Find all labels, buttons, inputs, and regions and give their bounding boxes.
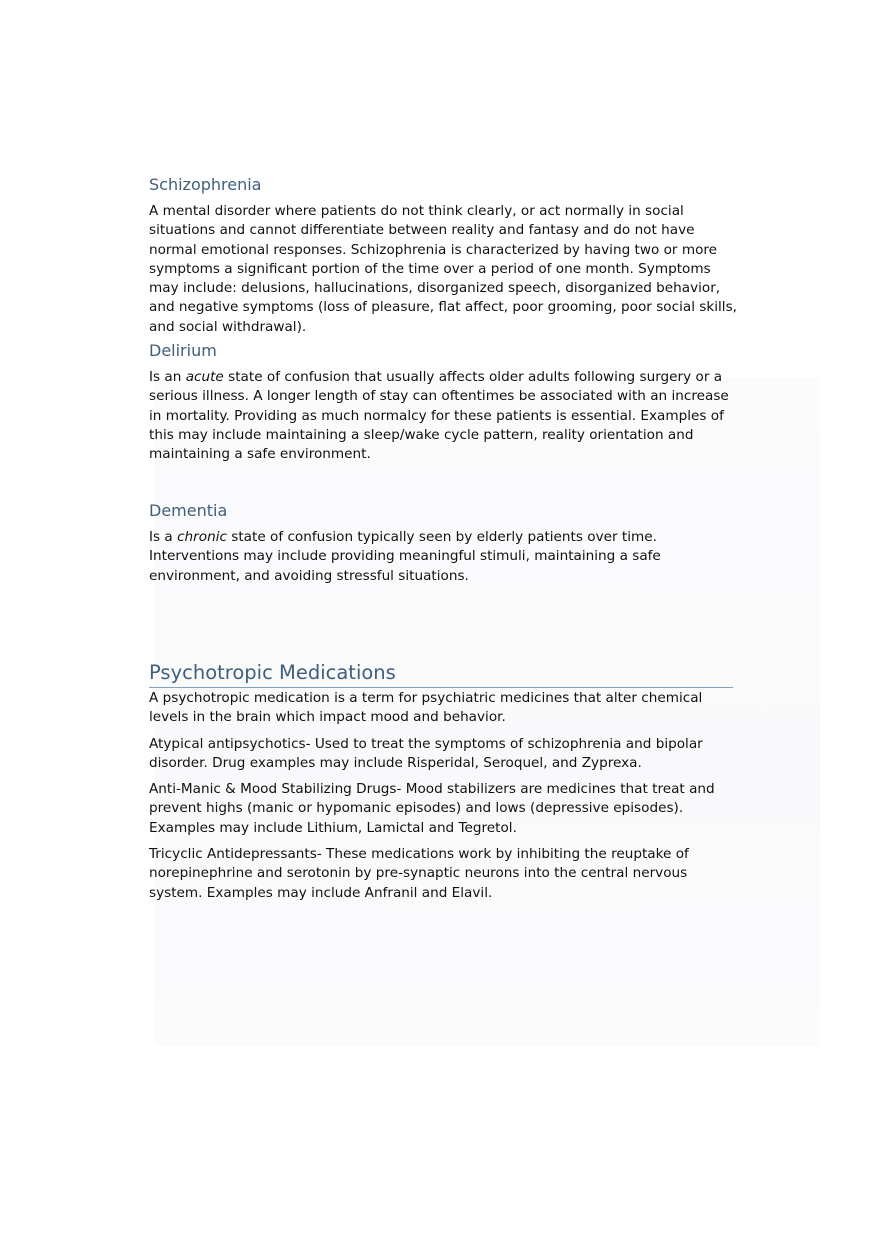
body-text-rest: state of confusion that usually affects older adults following surgery or a serious illness. A longer length of stay can oftentimes be associated with an increase in mortality. Providing as much normalcy for these patients is essential. Examples of this may include maintaining a sleep/wake cycle pattern, reality orientation and maintaining a safe environment. [149, 369, 729, 463]
section-schizophrenia [149, 174, 739, 340]
medication-class-tricyclic-antidepressants: Tricyclic Antidepressants- These medications work by inhibiting the reuptake of norepinephrine and serotonin by pre-synaptic neurons into the central nervous system. Examples may include Anfranil and Elavil. [149, 846, 689, 901]
medication-class-mood-stabilizers: Anti-Manic & Mood Stabilizing Drugs- Mood stabilizers are medicines that treat and prevent highs (manic or hypomanic episodes) and lows (depressive episodes). Examples may include Lithium, Lamictal and Tegretol. [149, 781, 715, 836]
section-heading: Dementia [149, 501, 228, 520]
section-body [149, 528, 739, 586]
body-text-rest: state of confusion typically seen by elderly patients over time. Interventions may include providing meaningful stimuli, maintaining a safe environment, and avoiding stressful situations. [149, 529, 661, 584]
section-psychotropic-medications [149, 660, 739, 903]
section-heading: Delirium [149, 341, 217, 360]
section-heading: Schizophrenia [149, 175, 262, 194]
section-delirium [149, 340, 739, 500]
body-text-start: Is a [149, 529, 178, 545]
emphasis-term: acute [185, 369, 224, 385]
emphasis-term: chronic [177, 529, 227, 545]
section-body: A mental disorder where patients do not think clearly, or act normally in social situations and cannot differentiate between reality and fantasy and do not have normal emotional responses. Schizophrenia is characterized by having two or more symptoms a significant portion of the time over a period of one month. Symptoms may include: delusions, hallucinations, disorganized speech, disorganized behavior, and negative symptoms (loss of pleasure, flat affect, poor grooming, poor social skills, and social withdrawal). [149, 203, 737, 335]
section-dementia [149, 500, 739, 660]
medication-class-antipsychotics: Atypical antipsychotics- Used to treat the symptoms of schizophrenia and bipolar disorder. Drug examples may include Risperidal, Seroquel, and Zyprexa. [149, 735, 703, 771]
medications-intro: A psychotropic medication is a term for psychiatric medicines that alter chemical levels in the brain which impact mood and behavior. [149, 690, 703, 726]
page-content [149, 174, 739, 910]
body-text-start: Is an [149, 369, 186, 385]
medications-heading: Psychotropic Medications [149, 660, 733, 688]
section-body [149, 368, 739, 464]
